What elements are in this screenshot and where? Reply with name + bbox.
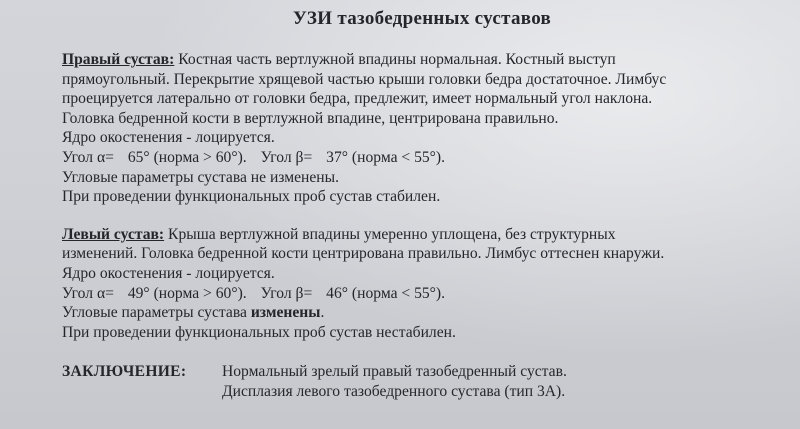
left-beta-prefix: Угол β= xyxy=(260,284,313,302)
left-joint-text-5a: Угловые параметры сустава xyxy=(62,304,247,322)
left-alpha-norm: (норма > 60°). xyxy=(153,284,247,302)
conclusion-row-1 xyxy=(62,362,782,382)
conclusion-line-1: Нормальный зрелый правый тазобедренный сустав. xyxy=(222,363,567,381)
left-joint-label: Левый сустав: xyxy=(62,225,165,243)
conclusion-section xyxy=(62,362,782,402)
right-alpha-norm: (норма > 60°). xyxy=(153,148,247,166)
conclusion-label: ЗАКЛЮЧЕНИЕ: xyxy=(62,363,187,381)
right-joint-text-1: Костная часть вертлужной впадины нормальная. Костный выступ xyxy=(178,51,616,68)
left-alpha-prefix: Угол α= xyxy=(62,284,114,302)
right-alpha-prefix: Угол α= xyxy=(62,148,114,166)
right-joint-line-4: Головка бедренной кости в вертлужной впадине, центрирована правильно. xyxy=(62,109,559,127)
right-joint-line-2: прямоугольный. Перекрытие хрящевой частью крыши головки бедра достаточное. Лимбус xyxy=(62,70,667,88)
right-joint-line-8: При проведении функциональных проб сустав стабилен. xyxy=(62,188,441,206)
right-joint-line-3: проецируется латерально от головки бедра, предлежит, имеет нормальный угол наклона. xyxy=(62,90,653,108)
left-joint-text-1: Крыша вертлужной впадины умеренно уплощена, без структурных xyxy=(168,225,616,243)
right-beta-prefix: Угол β= xyxy=(260,148,313,166)
right-joint-angles xyxy=(62,148,782,168)
right-alpha-value: 65° xyxy=(127,148,150,166)
right-beta-norm: (норма < 55°). xyxy=(351,148,446,166)
left-joint-line-3: Ядро окостенения - лоцируется. xyxy=(62,264,275,282)
right-beta-value: 37° xyxy=(326,148,349,166)
left-joint-angles xyxy=(62,284,782,304)
left-joint-text-5b: изменены xyxy=(250,304,321,322)
right-joint-section xyxy=(62,50,782,207)
left-beta-value: 46° xyxy=(326,284,349,302)
left-alpha-value: 49° xyxy=(127,284,150,302)
right-joint-line-7: Угловые параметры сустава не изменены. xyxy=(62,168,340,186)
left-joint-line-2: изменений. Головка бедренной кости центрирована правильно. Лимбус оттеснен кнаружи. xyxy=(62,245,665,263)
left-joint-line-5 xyxy=(62,303,782,323)
left-joint-section xyxy=(62,225,782,343)
conclusion-line-2: Дисплазия левого тазобедренного сустава (тип 3А). xyxy=(222,383,566,401)
right-joint-line-5: Ядро окостенения - лоцируется. xyxy=(62,129,275,147)
document-title: УЗИ тазобедренных суставов xyxy=(292,8,552,29)
left-joint-line-1 xyxy=(62,225,782,245)
right-joint-label: Правый сустав: xyxy=(62,51,175,68)
left-joint-text-5c: . xyxy=(320,304,325,322)
left-joint-line-6: При проведении функциональных проб сустав нестабилен. xyxy=(62,323,456,341)
left-beta-norm: (норма < 55°). xyxy=(351,284,446,302)
right-joint-line-1 xyxy=(62,50,782,70)
